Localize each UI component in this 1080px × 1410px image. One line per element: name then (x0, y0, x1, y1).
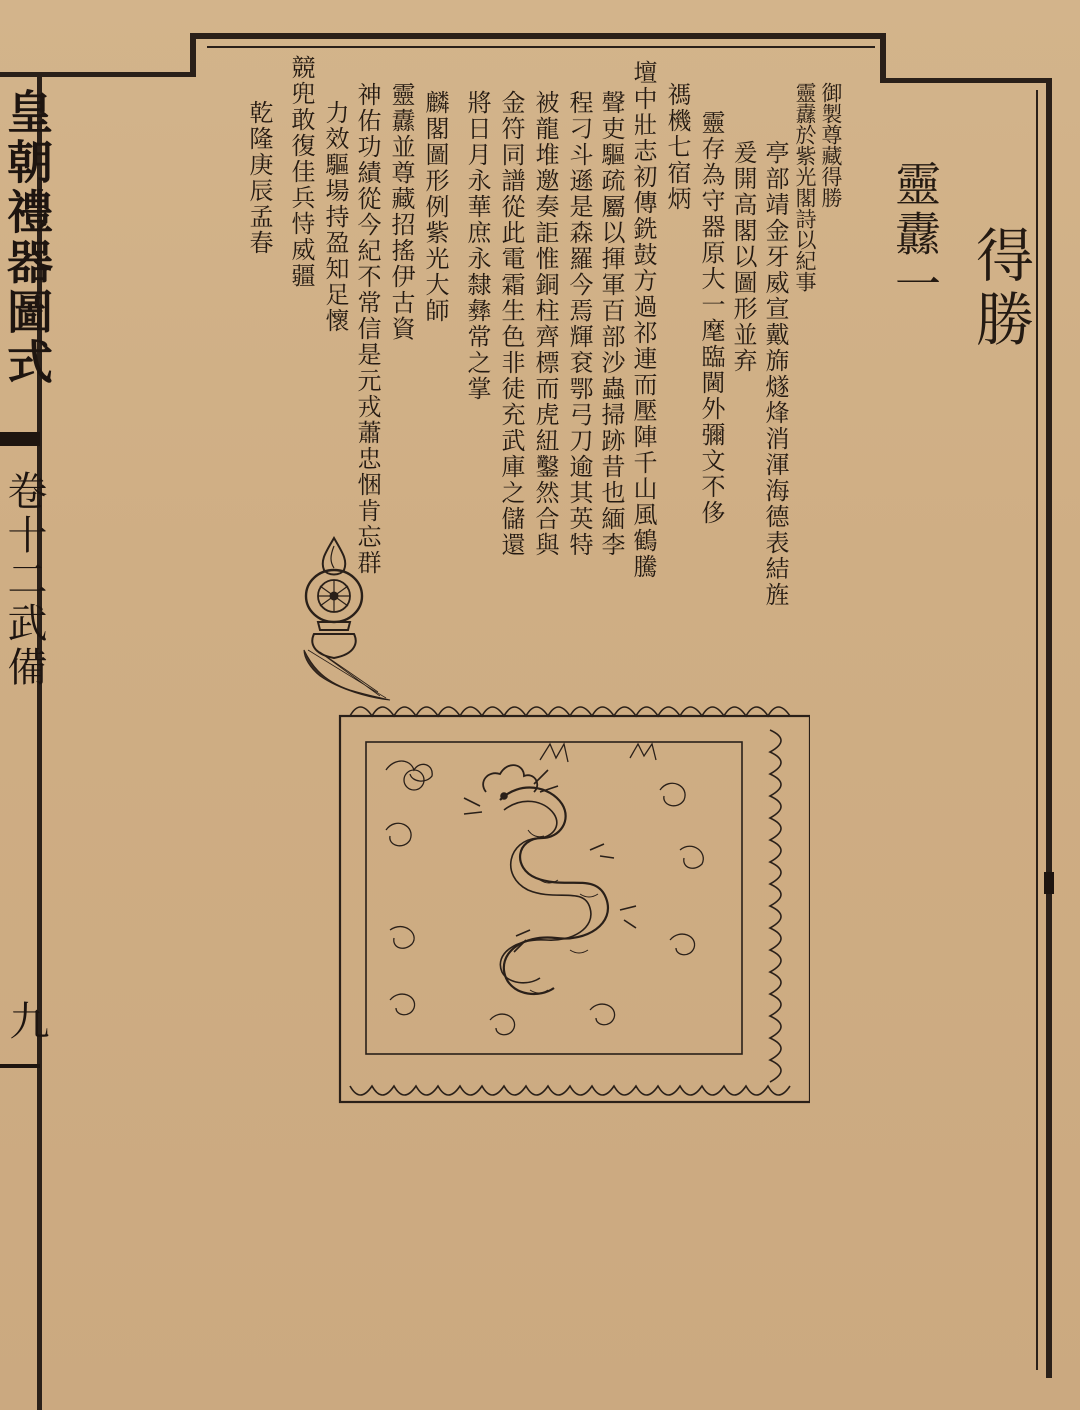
poem-column: 金符同譜從此電霜生色非徒充武庫之儲還 (497, 90, 525, 558)
poem-column: 力效驅場持盈知足懷 (321, 100, 349, 334)
frame-top-line (195, 33, 883, 39)
poem-column: 神佑功績從今紀不常信是元戎蕭忠悃肯忘群 (353, 82, 381, 576)
poem-column: 被龍堆邀奏詎惟銅柱齊標而虎紐鑿然合與 (531, 90, 559, 558)
poem-column: 靈纛於紫光閣詩以紀事 (793, 82, 817, 292)
page-subtitle: 靈纛一 (888, 160, 942, 310)
finial-icon (304, 538, 390, 700)
poem-column: 乾隆庚辰孟春 (245, 100, 273, 256)
margin-book-title: 皇朝禮器圖式 (0, 88, 54, 388)
poem-column: 爰開高閣以圖形並弃 (729, 140, 757, 374)
banner-panel (366, 742, 742, 1054)
poem-column: 靈存為守器原大一麾臨閫外彌文不侈 (697, 110, 725, 526)
page-title: 得勝 (966, 225, 1034, 353)
poem-column: 聲吏驅疏屬以揮軍百部沙蟲掃跡昔也緬李 (597, 90, 625, 558)
right-edge-mark (1044, 872, 1054, 894)
poem-column: 禡機七宿炳 (663, 82, 691, 212)
fishtail-mark (0, 432, 40, 446)
poem-column: 將日月永華庶永隸彝常之掌 (463, 90, 491, 402)
banner-illustration (290, 530, 810, 1110)
poem-column: 壇中壯志初傳銑鼓方過祁連而壓陣千山風鶴騰 (629, 60, 657, 580)
frame-upper-left-bar (0, 72, 196, 77)
fishtail-mark-lower (0, 1064, 40, 1068)
poem-column: 麟閣圖形例紫光大師 (421, 90, 449, 324)
margin-page-number: 九 (3, 1000, 49, 1044)
flame-border (340, 707, 810, 1102)
frame-upper-right-bar (880, 78, 1050, 83)
frame-right-line (1046, 78, 1052, 1378)
poem-column: 靈纛並尊藏招搖伊古資 (387, 82, 415, 342)
frame-right-step (880, 33, 886, 81)
margin-volume: 卷十二武備 (1, 470, 47, 690)
poem-column: 亭部靖金牙威宣戴旆燧烽消渾海德表結旌 (761, 140, 789, 608)
frame-left-step (190, 33, 196, 77)
poem-column: 御製尊藏得勝 (819, 82, 843, 208)
dragon-icon (464, 765, 636, 994)
poem-column: 程刁斗遜是森羅今焉輝袞鄂弓刀逾其英特 (565, 90, 593, 558)
poem-column: 競兜敢復佳兵恃威疆 (287, 55, 315, 289)
cloud-motifs (386, 744, 703, 1035)
frame-top-inner-line (207, 46, 875, 48)
